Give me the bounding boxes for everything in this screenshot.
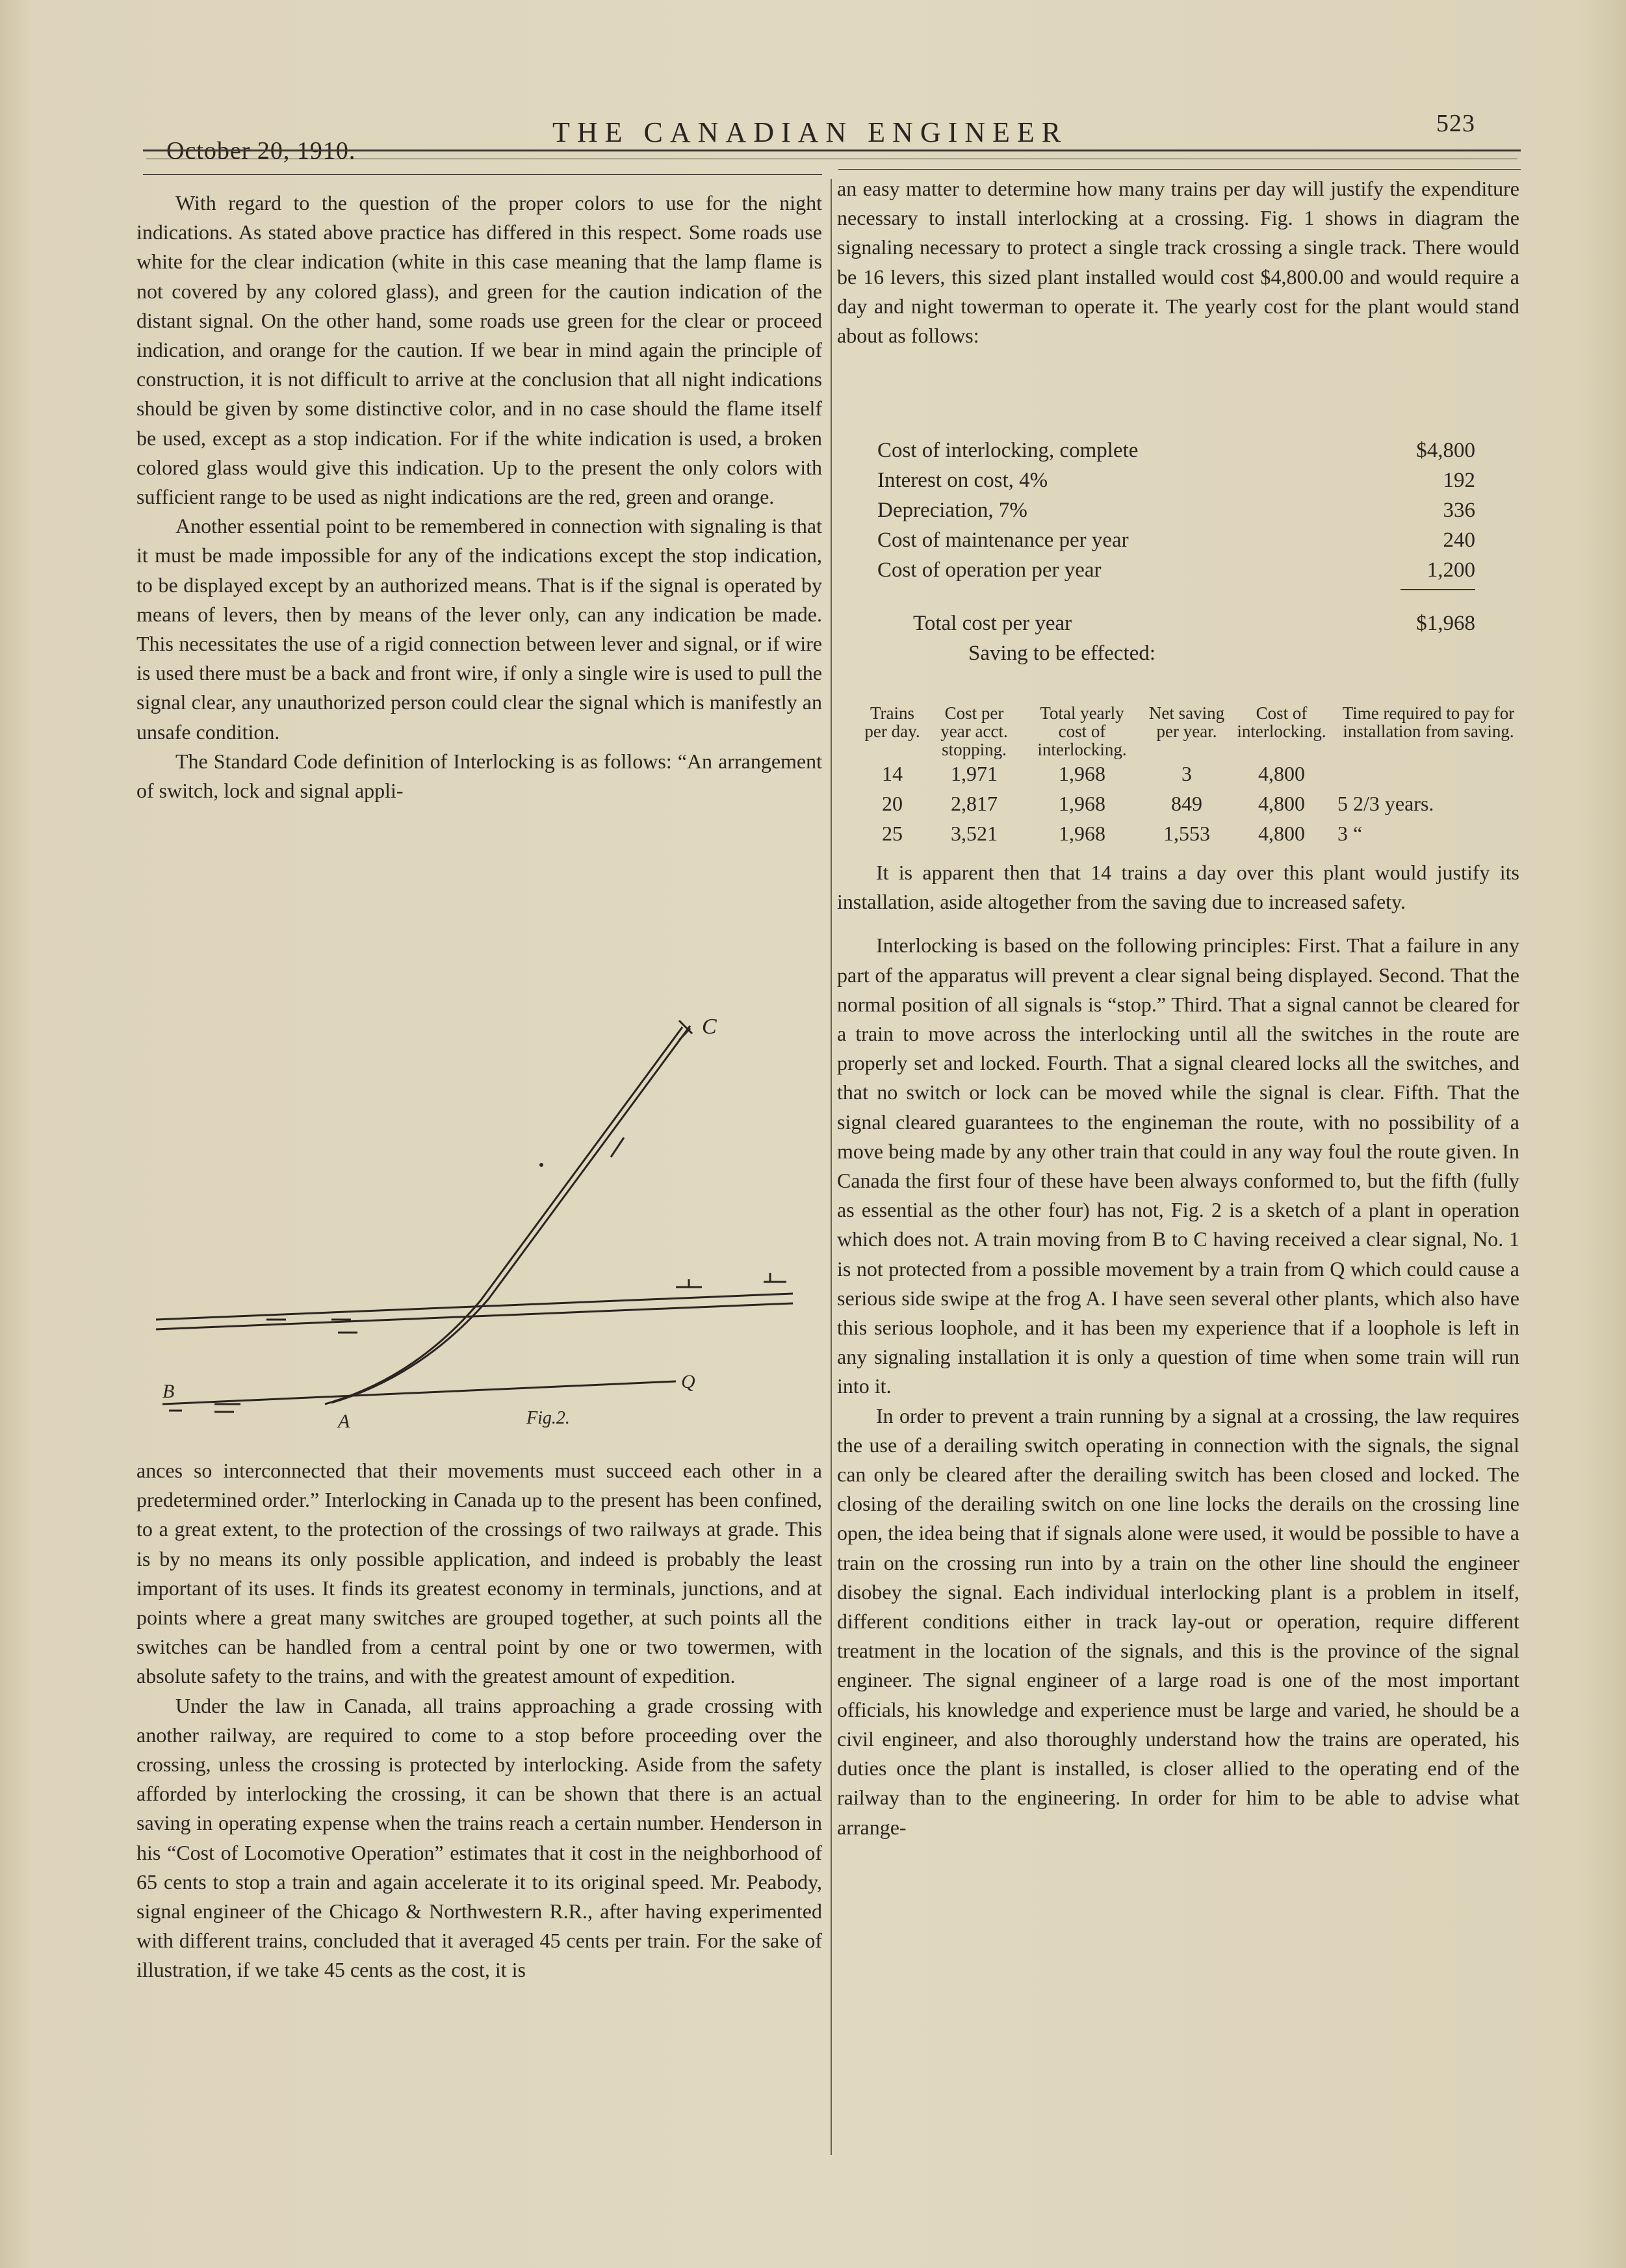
diagonal-track-to-c-2 [331, 1026, 690, 1403]
table-cell: 849 [1171, 792, 1202, 815]
paragraph: In order to prevent a train running by a signal at a crossing, the law requires the use of a derailing switch operating in connection with the signals, the signal can only be cleared after the derailing switch has been closed and locked. The closing of the derailing switch on one line locks the derails on the crossing line open, the idea being that if signals alone were used, it would be possible to have a train on the crossing run into by a train on the other line should the engineer disobey the signal. Each individual interlocking plant is a problem in itself, different conditions either in track lay-out or operation, require different treatment in the location of the signals, and this is the province of the signal engineer. The signal engineer of a large road is one of the most important officials, his knowledge and experience must be large and varied, he should be a civil engineer, and also thoroughly understand how the trains are operated, his duties once the plant is installed, is closer allied to the operating end of the railway than to the engineering. In order for him to be able to advise what arrange- [837, 1403, 1519, 1839]
cost-value: 240 [1443, 528, 1475, 552]
column-header: Cost per year acct. stopping. [940, 703, 1008, 759]
cost-label: Depreciation, 7% [877, 499, 1027, 522]
table-cell: 1,968 [1059, 762, 1105, 785]
cost-value: 336 [1443, 499, 1475, 522]
table-cell: 3 “ [1337, 822, 1363, 845]
label-q: Q [681, 1371, 695, 1392]
header-rule [143, 150, 1521, 151]
cost-value: 1,200 [1426, 558, 1475, 582]
header-date: October 20, 1910. [166, 137, 356, 164]
paragraph: The Standard Code definition of Interlocking is as follows: “An arrangement of switch, lock and signal appli- [136, 749, 822, 803]
table-cell: 4,800 [1258, 792, 1305, 815]
table-cell: 1,968 [1059, 822, 1105, 845]
paragraph: It is apparent then that 14 trains a day over this plant would justify its installation, aside altogether from the saving due to increased safety. [837, 861, 1519, 914]
cost-label: Cost of operation per year [877, 558, 1102, 582]
cost-row [877, 495, 1475, 525]
branch-track-bq [162, 1381, 676, 1404]
diagonal-track-to-c [325, 1027, 682, 1404]
label-c: C [702, 1015, 717, 1039]
interlocking-track-diagram [143, 1014, 825, 1430]
table-cell: 2,817 [951, 792, 998, 815]
left-column-top-rule [143, 174, 822, 175]
table-cell: 5 2/3 years. [1337, 792, 1434, 815]
paragraph: Interlocking is based on the following principles: First. That a failure in any part of the apparatus will prevent a clear signal being displayed. Second. That the normal position of all signals is “stop.” Third. That a signal cannot be cleared for a train to move across the interlocking until all the switches in the route are properly set and locked. Fourth. That a signal cleared locks all the switches, and that no switch or lock can be moved while the signal is clear. Fifth. That the signal cleared guarantees to the engineman the route, with no possibility of a move being made by any other train that could in any way foul the route given. In Canada the first four of these have been always conformed to, but the fifth (fully as essential as the other four) has not, Fig. 2 is a sketch of a plant in operation which does not. A train moving from B to C having received a clear signal, No. 1 is not protected from a possible movement by a train from Q which could cause a serious side swipe at the frog A. I have seen several other plants, which also have this serious loophole, and it has been my experience that if a loophole is left in any signaling installation it is only a question of time when some train will run into it. [837, 933, 1519, 1398]
header-page-number: 523 [1436, 110, 1475, 137]
column-header: Time required to pay for installation from saving. [1342, 703, 1515, 741]
paragraph: With regard to the question of the proper colors to use for the night indications. As stated above practice has differed in this respect. Some roads use white for the clear indication (white in this case meaning that the lamp flame is not covered by any colored glass), and green for the caution indication of the distant signal. On the other hand, some roads use green for the clear or proceed indication, and orange for the caution. If we bear in mind again the principle of construction, it is not difficult to arrive at the conclusion that all night indications should be given by some distinctive color, and in no case should the flame itself be used, except as a stop indication. For if the white indication is used, a broken colored glass would give this indication. Up to the present the only colors with sufficient range to be used as night indications are the red, green and orange. [136, 191, 822, 509]
right-column-top [837, 174, 1519, 350]
total-label: Total cost per year [913, 612, 1072, 635]
paragraph: Under the law in Canada, all trains approaching a grade crossing with another railway, are required to come to a stop before proceeding over the crossing, unless the crossing is protected by interlocking. Aside from the safety afforded by interlocking the crossing, it can be shown that there is an actual saving in operating expense when the trains reach a certain number. Henderson in his “Cost of Locomotive Operation” estimates that it cost in the neighborhood of 65 cents to stop a train and again accelerate it to its original speed. Mr. Peabody, signal engineer of the Chicago & Northwestern R.R., after having experimented with different trains, concluded that it averaged 45 cents per train. For the sake of illustration, if we take 45 cents as the cost, it is [136, 1693, 822, 1982]
table-cell: 14 [882, 762, 903, 785]
savings-table [858, 704, 1525, 848]
cost-statement [877, 436, 1475, 668]
column-divider [831, 179, 832, 2155]
left-column-top [136, 189, 822, 805]
left-column-bottom [136, 1456, 822, 1985]
table-cell: 3 [1181, 762, 1192, 785]
header-title: THE CANADIAN ENGINEER [552, 116, 1068, 148]
table-cell: 4,800 [1258, 762, 1305, 785]
cost-row [877, 436, 1475, 465]
column-header: Total yearly cost of interlocking. [1037, 703, 1127, 759]
table-row [858, 818, 1525, 848]
cost-label: Cost of interlocking, complete [877, 439, 1139, 462]
paragraph: an easy matter to determine how many trains per day will justify the expenditure necessary to install interlocking at a crossing. Fig. 1 shows in diagram the signaling necessary to protect a single track crossing a single track. There would be 16 levers, this sized plant installed would cost $4,800.00 and would require a day and night towerman to operate it. The yearly cost for the plant would stand about as follows: [837, 177, 1519, 348]
table-cell: 1,968 [1059, 792, 1105, 815]
cost-row [877, 465, 1475, 495]
cost-row [877, 525, 1475, 555]
column-header: Net saving per year. [1148, 703, 1225, 741]
paragraph: ances so interconnected that their movements must succeed each other in a predetermined order.” Interlocking in Canada up to the present has been confined, to a great extent, to the protection of the crossings of two railways at grade. This is by no means its only possible application, and indeed is probably the least important of its uses. It finds its greatest economy in terminals, junctions, and at points where a great many switches are grouped together, at such points all the switches can be handled from a central point by one or two towermen, with absolute safety to the trains, and with the greatest amount of expedition. [136, 1459, 822, 1688]
right-column-top-rule [838, 169, 1521, 170]
table-cell: 20 [882, 792, 903, 815]
table-cell: 25 [882, 822, 903, 845]
total-value: $1,968 [1416, 612, 1475, 635]
cost-row [877, 555, 1475, 585]
table-header-row [858, 704, 1525, 759]
cost-value: $4,800 [1416, 439, 1475, 462]
table-cell: 1,971 [951, 762, 998, 785]
saving-heading: Saving to be effected: [968, 642, 1156, 665]
figure-caption: Fig.2. [526, 1408, 570, 1428]
cost-value: 192 [1443, 469, 1475, 492]
sum-rule [1400, 589, 1475, 590]
right-column-bottom [837, 858, 1519, 1842]
column-header: Trains per day. [864, 703, 920, 741]
cost-label: Cost of maintenance per year [877, 528, 1129, 552]
paragraph: Another essential point to be remembered in connection with signaling is that it must be made impossible for any of the indications except the stop indication, to be displayed except by an authorized means. That is if the signal is operated by means of levers, then by means of the lever only, can any indication be made. This necessitates the use of a rigid connection between lever and signal, or if wire is used there must be a back and front wire, if only a single wire is used to pull the signal clear, any unauthorized person could clear the signal which is manifestly an unsafe condition. [136, 514, 822, 744]
column-header: Cost of interlocking. [1237, 703, 1326, 741]
label-b: B [162, 1381, 175, 1402]
table-cell: 4,800 [1258, 822, 1305, 845]
table-cell [1332, 759, 1525, 789]
cost-label: Interest on cost, 4% [877, 469, 1048, 492]
table-cell: 3,521 [951, 822, 998, 845]
label-a: A [338, 1411, 350, 1430]
table-row [858, 789, 1525, 818]
total-row [877, 608, 1475, 638]
table-cell: 1,553 [1163, 822, 1210, 845]
table-row [858, 759, 1525, 789]
